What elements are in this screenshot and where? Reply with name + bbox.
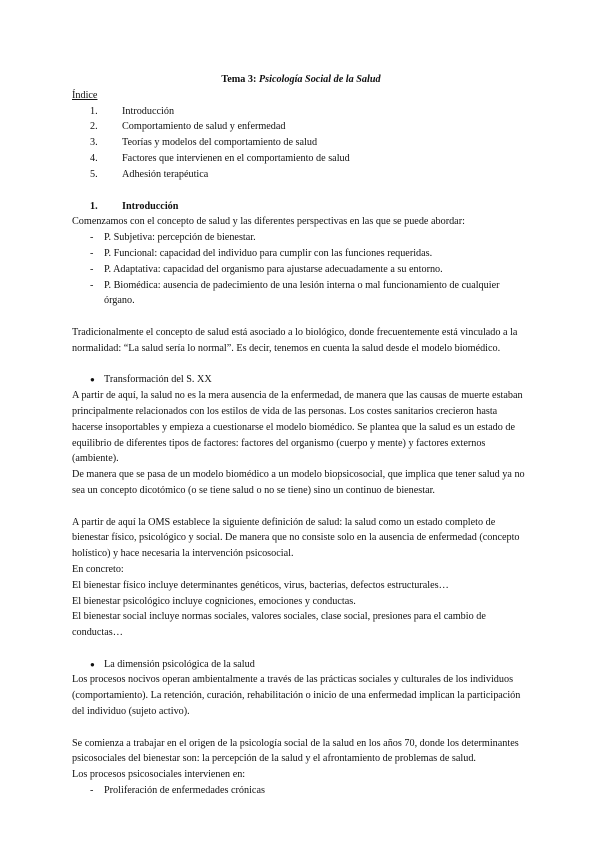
- list-item: - P. Subjetiva: percepción de bienestar.: [90, 232, 256, 244]
- list-item: - P. Biomédica: ausencia de padecimiento de una lesión interna o mal funcionamiento de cualquier órgano.: [90, 279, 500, 307]
- section-title: Introducción: [122, 200, 179, 212]
- paragraph-origen: Se comienza a trabajar en el origen de la psicología social de la salud en los años 70, donde los determinantes psicosociales del bienestar son: la percepción de la salud y el afrontamiento de problemas de salud.: [72, 737, 519, 765]
- procesos-intro: Los procesos psicosociales intervienen en:: [72, 769, 246, 781]
- list-item: - P. Funcional: capacidad del individuo para cumplir con las funciones requeridas.: [90, 247, 433, 259]
- index-item: 1. Introducción: [90, 105, 175, 117]
- document-title: [72, 72, 530, 88]
- bullet-heading: ● Transformación del S. XX: [72, 372, 530, 388]
- bienestar-psicologico: El bienestar psicológico incluye cogniciones, emociones y conductas.: [72, 595, 356, 607]
- paragraph-traditional: Tradicionalmente el concepto de salud está asociado a lo biológico, donde frecuentemente está vinculado a la normalidad: “La salud sería lo normal”. Es decir, tenemos en cuenta la salud desde el modelo biomédico.: [72, 326, 518, 354]
- title-prefix: Tema 3:: [221, 74, 257, 85]
- section-number: 1.: [90, 200, 98, 212]
- paragraph-biopsychosocial: De manera que se pasa de un modelo biomédico a un modelo biopsicosocial, que implica que tener salud ya no sea un concepto dicotómico (o se tiene salud o no se tiene) sino un continuo de bienestar.: [72, 469, 525, 496]
- paragraph-nocivos: Los procesos nocivos operan ambientalmente a través de las prácticas sociales y culturales de los individuos (comportamiento). La retención, curación, rehabilitación o inicio de una enfermedad implican la participación del individuo (sujeto activo).: [72, 674, 521, 718]
- title-text: Psicología Social de la Salud: [258, 74, 381, 85]
- section-heading: [72, 199, 530, 215]
- bienestar-fisico: El bienestar físico incluye determinantes genéticos, virus, bacterias, defectos estructurales…: [72, 579, 449, 591]
- bullet-heading: ● La dimensión psicológica de la salud: [72, 657, 530, 673]
- index-list: [72, 104, 530, 183]
- paragraph-transformation: A partir de aquí, la salud no es la mera ausencia de la enfermedad, de manera que las causas de muerte estaban principalmente relacionados con los estilos de vida de las personas. Los costes sanitarios crecieron hasta hacerse insoportables y empieza a cuestionarse el modelo biomédico. Se plantea que la salud es un estado de equilibrio de diferentes tipos de factores: factores del organismo (cuerpo y mente) y factores externos (ambiente).: [72, 390, 523, 465]
- paragraph-oms: A partir de aquí la OMS establece la siguiente definición de salud: la salud como un estado completo de bienestar físico, psicológico y social. De manera que no consiste solo en la ausencia de enfermedad (concepto holístico) y hace necesaria la intervención psicosocial.: [72, 516, 520, 560]
- bullet-dot-icon: ●: [90, 375, 95, 385]
- index-item: 2. Comportamiento de salud y enfermedad: [90, 121, 286, 133]
- bienestar-social: El bienestar social incluye normas sociales, valores sociales, clase social, presiones para el cambio de conductas…: [72, 611, 486, 639]
- document-page: [72, 68, 530, 799]
- index-item: 5. Adhesión terapéutica: [90, 168, 209, 180]
- en-concreto: En concreto:: [72, 563, 124, 575]
- list-item: - Proliferación de enfermedades crónicas: [90, 785, 265, 797]
- list-item: - P. Adaptativa: capacidad del organismo para ajustarse adecuadamente a su entorno.: [90, 263, 443, 275]
- perspectives-list: [72, 230, 530, 309]
- index-item: 3. Teorías y modelos del comportamiento de salud: [90, 137, 318, 149]
- index-item: 4. Factores que intervienen en el comportamiento de salud: [90, 152, 350, 164]
- intro-paragraph: Comenzamos con el concepto de salud y las diferentes perspectivas en las que se puede abordar:: [72, 216, 465, 228]
- procesos-list: [72, 783, 530, 799]
- index-heading: Índice: [72, 89, 98, 101]
- bullet-dot-icon: ●: [90, 659, 95, 669]
